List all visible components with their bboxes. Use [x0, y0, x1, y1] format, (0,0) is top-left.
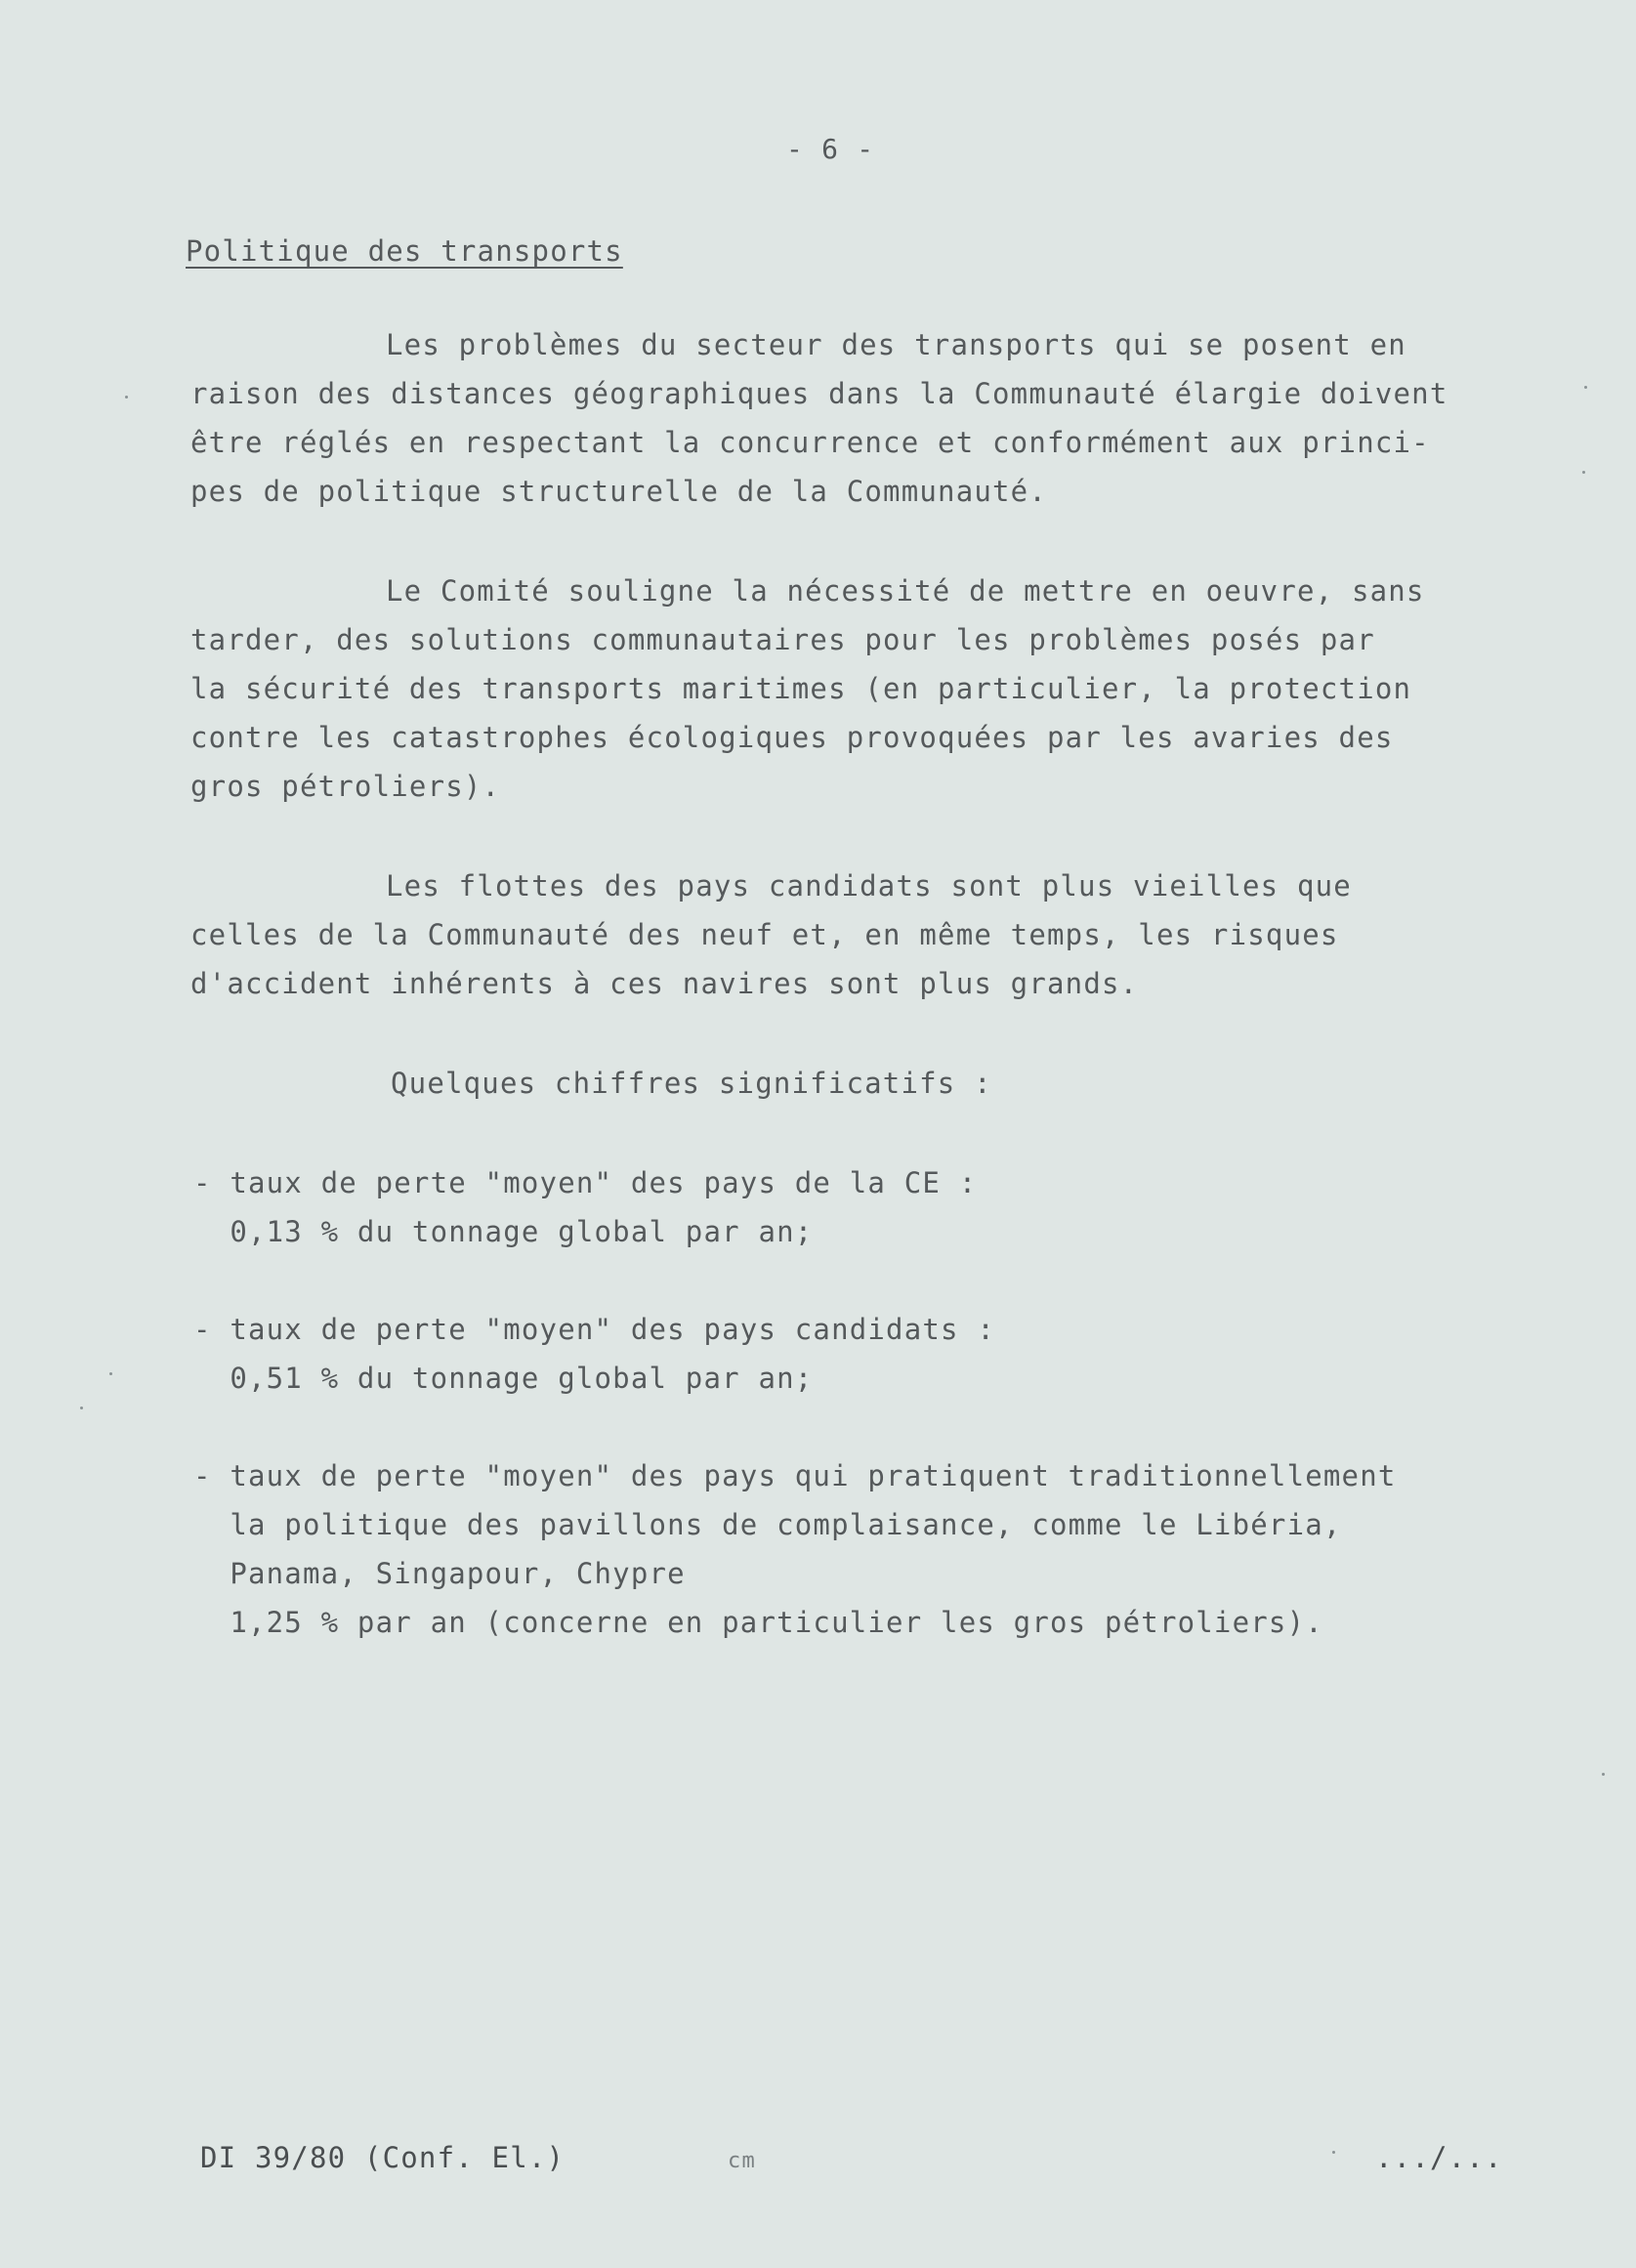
bullet-3-line-3: Panama, Singapour, Chypre — [193, 1557, 686, 1590]
paragraph-2-line-3: la sécurité des transports maritimes (en particulier, la protection — [190, 672, 1412, 705]
bullet-3-line-2: la politique des pavillons de complaisance, comme le Libéria, — [193, 1508, 1342, 1541]
bullet-1-line-2: 0,13 % du tonnage global par an; — [193, 1215, 814, 1248]
bullet-2-line-2: 0,51 % du tonnage global par an; — [193, 1362, 814, 1395]
paragraph-1-line-2: raison des distances géographiques dans la Communauté élargie doivent — [190, 377, 1448, 410]
bullet-3-line-1: - taux de perte "moyen" des pays qui pratiquent traditionnellement — [193, 1459, 1397, 1492]
paragraph-2-line-1: Le Comité souligne la nécessité de mettre en oeuvre, sans — [386, 574, 1425, 608]
typist-code: cm — [728, 2149, 756, 2173]
paper-speck — [109, 1372, 112, 1375]
paragraph-3-line-1: Les flottes des pays candidats sont plus vieilles que — [386, 869, 1352, 903]
paragraph-3-line-3: d'accident inhérents à ces navires sont plus grands. — [190, 967, 1139, 1000]
paper-speck — [80, 1407, 83, 1409]
paper-speck — [1332, 2151, 1335, 2154]
bullet-2-line-1: - taux de perte "moyen" des pays candidats : — [193, 1313, 996, 1346]
continuation-mark: .../... — [1375, 2141, 1503, 2174]
paragraph-2-line-4: contre les catastrophes écologiques provoquées par les avaries des — [190, 721, 1394, 754]
paragraph-1-line-1: Les problèmes du secteur des transports qui se posent en — [386, 328, 1406, 361]
document-reference: DI 39/80 (Conf. El.) — [200, 2141, 566, 2174]
paragraph-3-line-2: celles de la Communauté des neuf et, en même temps, les risques — [190, 918, 1339, 951]
paragraph-2-line-5: gros pétroliers). — [190, 770, 501, 803]
paper-speck — [1582, 471, 1585, 474]
bullet-3-line-4: 1,25 % par an (concerne en particulier les gros pétroliers). — [193, 1606, 1323, 1639]
bullet-1-line-1: - taux de perte "moyen" des pays de la CE : — [193, 1166, 978, 1199]
paragraph-4-line-1: Quelques chiffres significatifs : — [391, 1067, 992, 1100]
section-heading: Politique des transports — [186, 234, 623, 268]
paper-speck — [1584, 386, 1587, 389]
paper-speck — [1602, 1773, 1605, 1776]
page-number: - 6 - — [786, 133, 875, 165]
paper-speck — [125, 396, 128, 399]
paragraph-1-line-4: pes de politique structurelle de la Communauté. — [190, 475, 1047, 508]
paragraph-1-line-3: être réglés en respectant la concurrence et conformément aux princi- — [190, 426, 1430, 459]
paragraph-2-line-2: tarder, des solutions communautaires pour les problèmes posés par — [190, 623, 1375, 656]
